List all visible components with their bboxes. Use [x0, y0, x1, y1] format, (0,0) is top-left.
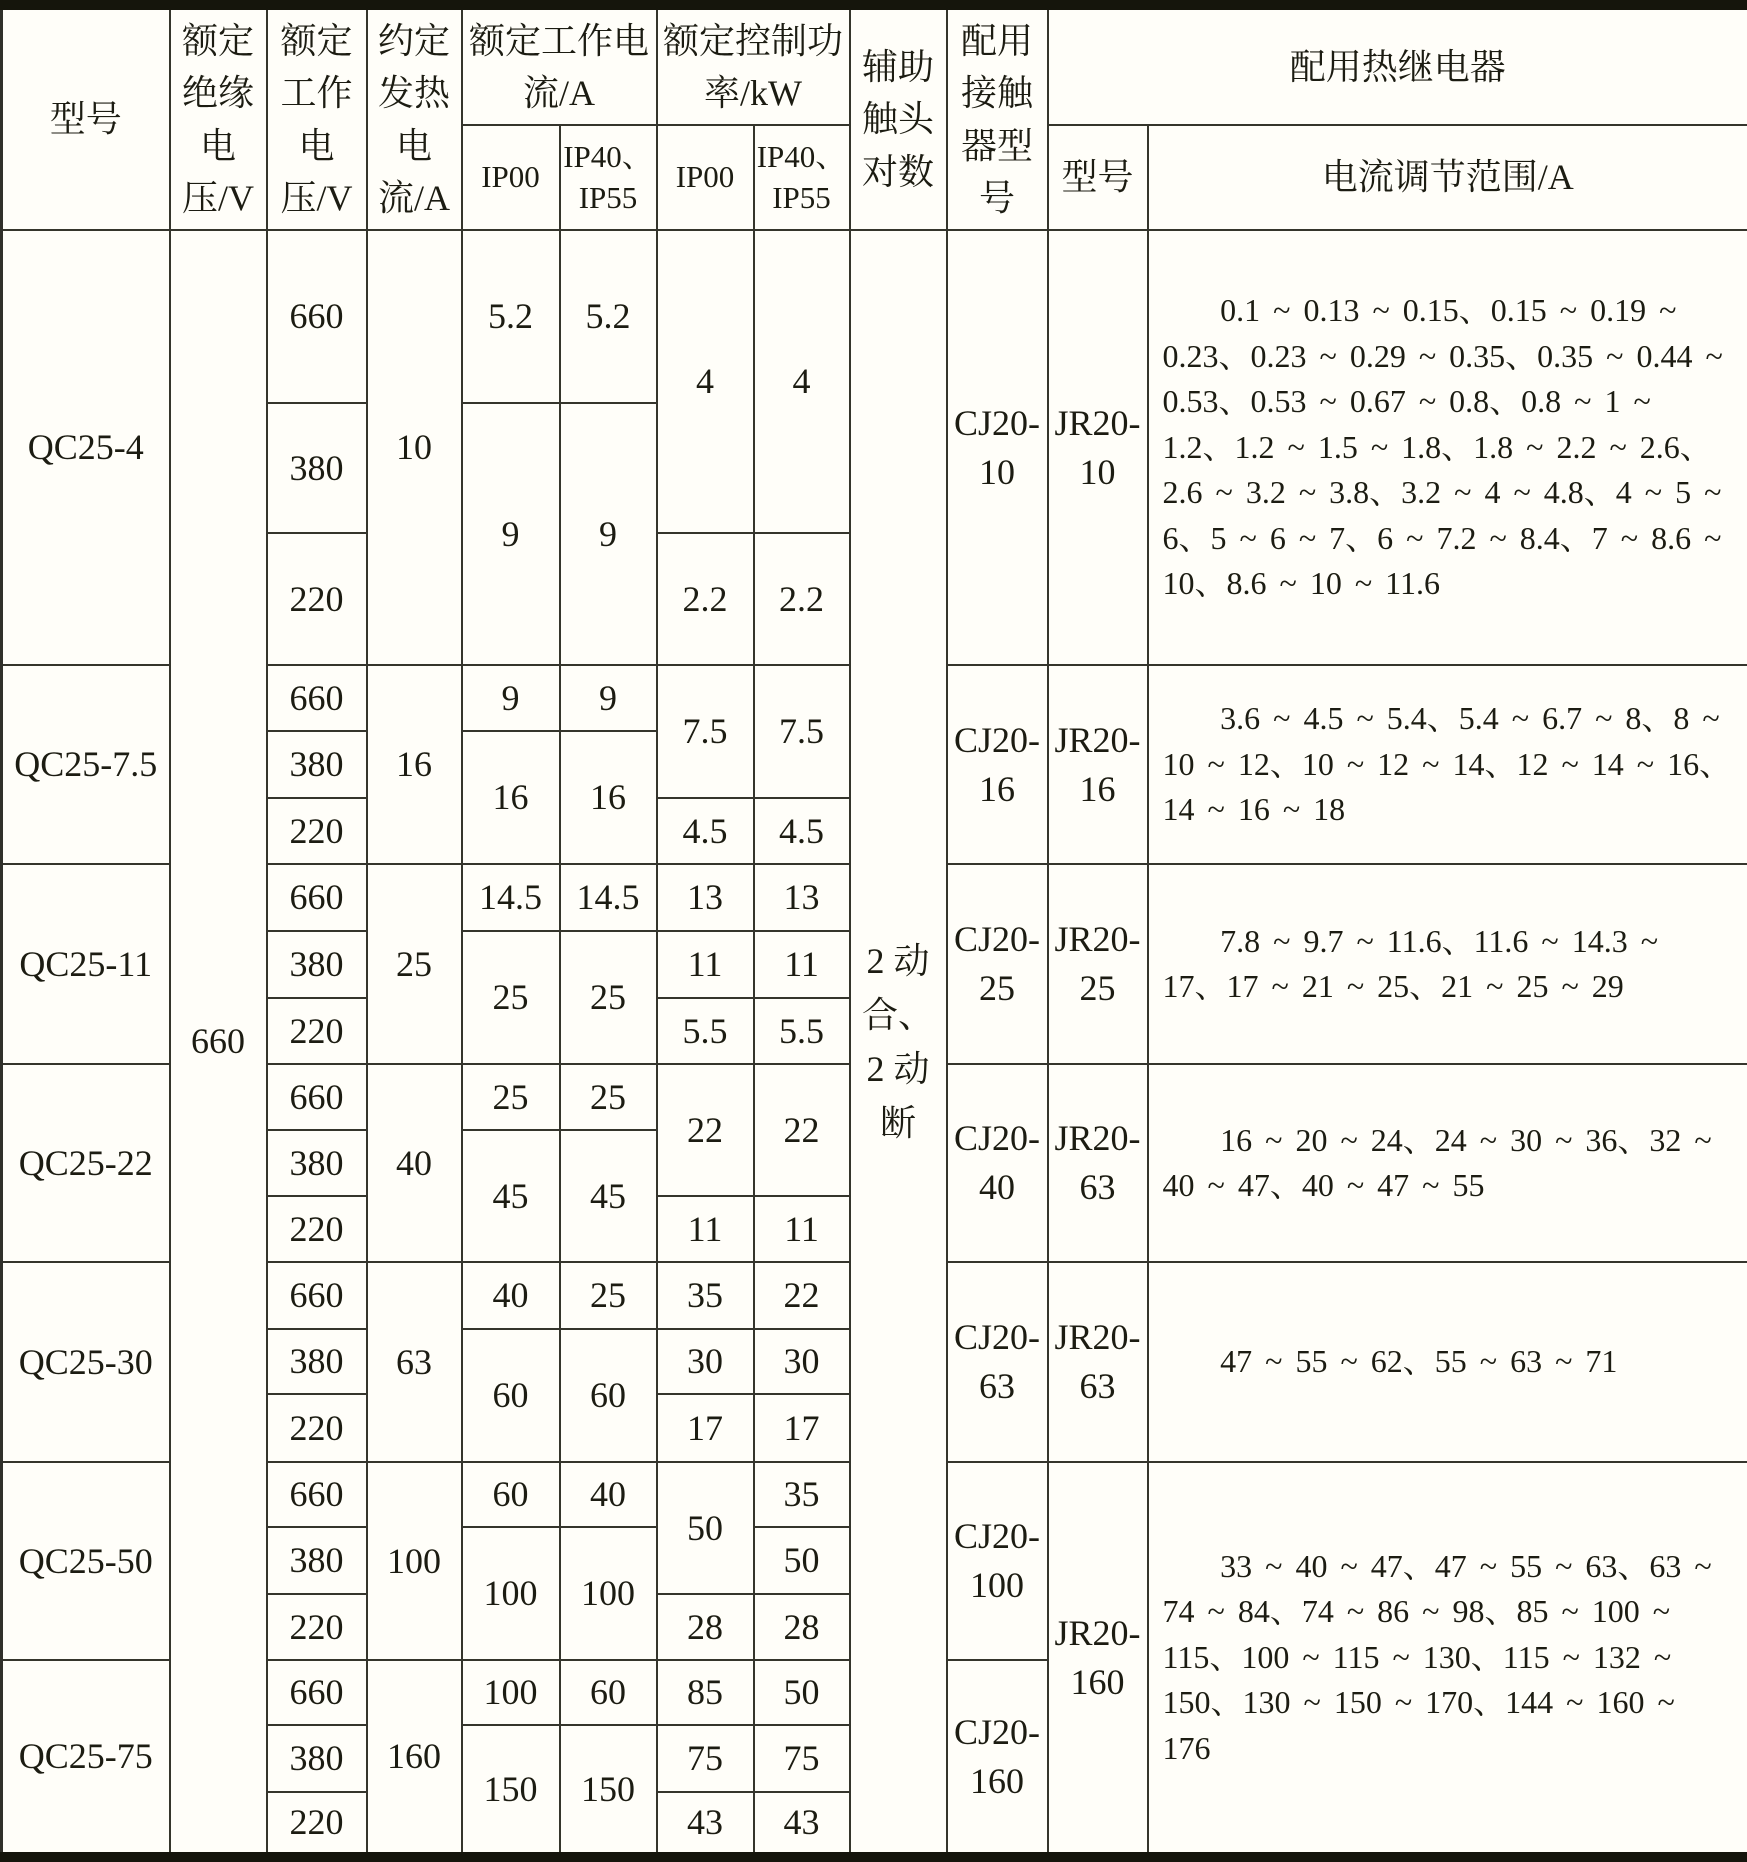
cell-heating-current: 10	[367, 230, 462, 665]
col-header-relay-model: 型号	[1048, 125, 1148, 230]
cell-relay: JR20-25	[1048, 864, 1148, 1064]
cell-working-current-ip40-ip55: 14.5	[560, 864, 657, 931]
cell-voltage: 220	[267, 1196, 367, 1262]
cell-control-power-ip40-ip55: 22	[754, 1262, 850, 1329]
cell-control-power-ip00: 17	[657, 1394, 754, 1462]
cell-working-current-ip00: 40	[462, 1262, 560, 1329]
cell-relay: JR20-10	[1048, 230, 1148, 665]
cell-voltage: 380	[267, 931, 367, 998]
col-header-working-current-ip40-ip55: IP40、IP55	[560, 125, 657, 230]
cell-working-current-ip00: 14.5	[462, 864, 560, 931]
cell-current-range: 47 ~ 55 ~ 62、55 ~ 63 ~ 71	[1148, 1262, 1747, 1462]
col-header-control-power-ip40-ip55: IP40、IP55	[754, 125, 850, 230]
cell-control-power-ip40-ip55: 30	[754, 1329, 850, 1394]
cell-current-range: 0.1 ~ 0.13 ~ 0.15、0.15 ~ 0.19 ~ 0.23、0.23 ~ 0.29 ~ 0.35、0.35 ~ 0.44 ~ 0.53、0.53 ~ 0.67 ~ 0.8、0.8 ~ 1 ~ 1.2、1.2 ~ 1.5 ~ 1.8、1.8 ~ 2.2 ~ 2.6、2.6 ~ 3.2 ~ 3.8、3.2 ~ 4 ~ 4.8、4 ~ 5 ~ 6、5 ~ 6 ~ 7、6 ~ 7.2 ~ 8.4、7 ~ 8.6 ~ 10、8.6 ~ 10 ~ 11.6	[1148, 230, 1747, 665]
cell-voltage: 660	[267, 1660, 367, 1725]
cell-control-power-ip00: 11	[657, 931, 754, 998]
cell-control-power-ip00: 35	[657, 1262, 754, 1329]
cell-voltage: 660	[267, 1462, 367, 1527]
cell-working-current-ip00: 60	[462, 1329, 560, 1462]
cell-control-power-ip40-ip55: 22	[754, 1064, 850, 1196]
cell-control-power-ip40-ip55: 2.2	[754, 533, 850, 665]
cell-model: QC25-30	[2, 1262, 170, 1462]
cell-contactor: CJ20-100	[947, 1462, 1048, 1660]
cell-working-current-ip00: 25	[462, 931, 560, 1064]
col-header-thermal-relay-group: 配用热继电器	[1048, 5, 1747, 125]
cell-control-power-ip40-ip55: 43	[754, 1792, 850, 1857]
cell-control-power-ip40-ip55: 17	[754, 1394, 850, 1462]
cell-contactor: CJ20-40	[947, 1064, 1048, 1262]
cell-control-power-ip00: 50	[657, 1462, 754, 1594]
cell-heating-current: 160	[367, 1660, 462, 1857]
cell-working-current-ip00: 100	[462, 1527, 560, 1660]
cell-control-power-ip40-ip55: 11	[754, 1196, 850, 1262]
cell-working-current-ip40-ip55: 100	[560, 1527, 657, 1660]
cell-control-power-ip40-ip55: 4	[754, 230, 850, 533]
cell-control-power-ip00: 5.5	[657, 998, 754, 1064]
cell-working-current-ip00: 60	[462, 1462, 560, 1527]
cell-voltage: 660	[267, 1262, 367, 1329]
col-header-insulation-voltage: 额定绝缘电压/V	[170, 5, 267, 230]
cell-contactor: CJ20-63	[947, 1262, 1048, 1462]
cell-model: QC25-7.5	[2, 665, 170, 864]
col-header-control-power-ip00: IP00	[657, 125, 754, 230]
cell-voltage: 380	[267, 403, 367, 533]
cell-relay: JR20-63	[1048, 1262, 1148, 1462]
cell-working-current-ip00: 45	[462, 1130, 560, 1262]
cell-control-power-ip40-ip55: 28	[754, 1594, 850, 1660]
cell-control-power-ip40-ip55: 50	[754, 1660, 850, 1725]
cell-control-power-ip00: 13	[657, 864, 754, 931]
cell-control-power-ip40-ip55: 50	[754, 1527, 850, 1594]
cell-control-power-ip00: 2.2	[657, 533, 754, 665]
col-header-control-power-group: 额定控制功率/kW	[657, 5, 850, 125]
cell-working-current-ip40-ip55: 9	[560, 665, 657, 731]
cell-working-current-ip00: 25	[462, 1064, 560, 1130]
cell-control-power-ip40-ip55: 35	[754, 1462, 850, 1527]
cell-working-current-ip40-ip55: 25	[560, 1064, 657, 1130]
cell-model: QC25-50	[2, 1462, 170, 1660]
cell-voltage: 220	[267, 1394, 367, 1462]
cell-model: QC25-4	[2, 230, 170, 665]
cell-working-current-ip40-ip55: 60	[560, 1329, 657, 1462]
cell-voltage: 220	[267, 533, 367, 665]
cell-control-power-ip40-ip55: 7.5	[754, 665, 850, 798]
cell-contactor: CJ20-25	[947, 864, 1048, 1064]
cell-control-power-ip00: 30	[657, 1329, 754, 1394]
cell-voltage: 660	[267, 1064, 367, 1130]
col-header-current-range: 电流调节范围/A	[1148, 125, 1747, 230]
header-row-1	[2, 5, 1747, 125]
col-header-heating-current: 约定发热电流/A	[367, 5, 462, 230]
cell-voltage: 220	[267, 1594, 367, 1660]
cell-working-current-ip00: 9	[462, 403, 560, 665]
cell-working-current-ip40-ip55: 40	[560, 1462, 657, 1527]
cell-working-current-ip40-ip55: 16	[560, 731, 657, 864]
cell-current-range: 7.8 ~ 9.7 ~ 11.6、11.6 ~ 14.3 ~ 17、17 ~ 21 ~ 25、21 ~ 25 ~ 29	[1148, 864, 1747, 1064]
table-row	[2, 230, 1747, 403]
col-header-working-voltage: 额定工作电压/V	[267, 5, 367, 230]
cell-working-current-ip40-ip55: 45	[560, 1130, 657, 1262]
cell-working-current-ip40-ip55: 25	[560, 1262, 657, 1329]
cell-current-range: 33 ~ 40 ~ 47、47 ~ 55 ~ 63、63 ~ 74 ~ 84、74 ~ 86 ~ 98、85 ~ 100 ~ 115、100 ~ 115 ~ 130、115 ~ 132 ~ 150、130 ~ 150 ~ 170、144 ~ 160 ~ 176	[1148, 1462, 1747, 1857]
cell-working-current-ip40-ip55: 5.2	[560, 230, 657, 403]
cell-contactor: CJ20-10	[947, 230, 1048, 665]
cell-working-current-ip00: 9	[462, 665, 560, 731]
cell-heating-current: 16	[367, 665, 462, 864]
cell-working-current-ip40-ip55: 9	[560, 403, 657, 665]
cell-control-power-ip40-ip55: 11	[754, 931, 850, 998]
cell-working-current-ip00: 100	[462, 1660, 560, 1725]
cell-model: QC25-22	[2, 1064, 170, 1262]
cell-working-current-ip00: 16	[462, 731, 560, 864]
col-header-model: 型号	[2, 5, 170, 230]
cell-heating-current: 40	[367, 1064, 462, 1262]
cell-relay: JR20-16	[1048, 665, 1148, 864]
cell-working-current-ip40-ip55: 60	[560, 1660, 657, 1725]
cell-voltage: 660	[267, 864, 367, 931]
cell-control-power-ip40-ip55: 5.5	[754, 998, 850, 1064]
cell-insulation-voltage: 660	[170, 230, 267, 1857]
cell-voltage: 380	[267, 1130, 367, 1196]
cell-working-current-ip00: 5.2	[462, 230, 560, 403]
cell-control-power-ip00: 43	[657, 1792, 754, 1857]
col-header-contactor-model: 配用接触器型号	[947, 5, 1048, 230]
cell-model: QC25-75	[2, 1660, 170, 1857]
cell-current-range: 3.6 ~ 4.5 ~ 5.4、5.4 ~ 6.7 ~ 8、8 ~ 10 ~ 12、10 ~ 12 ~ 14、12 ~ 14 ~ 16、14 ~ 16 ~ 18	[1148, 665, 1747, 864]
cell-contactor: CJ20-16	[947, 665, 1048, 864]
col-header-aux-contacts: 辅助触头对数	[850, 5, 947, 230]
cell-relay: JR20-63	[1048, 1064, 1148, 1262]
cell-working-current-ip40-ip55: 25	[560, 931, 657, 1064]
cell-control-power-ip00: 28	[657, 1594, 754, 1660]
cell-control-power-ip00: 4.5	[657, 798, 754, 864]
cell-working-current-ip40-ip55: 150	[560, 1725, 657, 1857]
col-header-working-current-group: 额定工作电流/A	[462, 5, 657, 125]
cell-voltage: 380	[267, 1527, 367, 1594]
cell-control-power-ip40-ip55: 4.5	[754, 798, 850, 864]
cell-voltage: 220	[267, 998, 367, 1064]
cell-model: QC25-11	[2, 864, 170, 1064]
col-header-working-current-ip00: IP00	[462, 125, 560, 230]
cell-current-range: 16 ~ 20 ~ 24、24 ~ 30 ~ 36、32 ~ 40 ~ 47、40 ~ 47 ~ 55	[1148, 1064, 1747, 1262]
cell-heating-current: 63	[367, 1262, 462, 1462]
cell-control-power-ip00: 4	[657, 230, 754, 533]
cell-control-power-ip00: 7.5	[657, 665, 754, 798]
cell-control-power-ip00: 22	[657, 1064, 754, 1196]
cell-relay: JR20-160	[1048, 1462, 1148, 1857]
cell-voltage: 380	[267, 1725, 367, 1792]
cell-control-power-ip00: 85	[657, 1660, 754, 1725]
cell-contactor: CJ20-160	[947, 1660, 1048, 1857]
cell-aux-contacts: 2 动合、2 动断	[850, 230, 947, 1857]
cell-control-power-ip00: 75	[657, 1725, 754, 1792]
cell-control-power-ip00: 11	[657, 1196, 754, 1262]
cell-control-power-ip40-ip55: 75	[754, 1725, 850, 1792]
cell-control-power-ip40-ip55: 13	[754, 864, 850, 931]
cell-voltage: 380	[267, 1329, 367, 1394]
cell-voltage: 380	[267, 731, 367, 798]
cell-voltage: 660	[267, 230, 367, 403]
cell-voltage: 220	[267, 798, 367, 864]
cell-working-current-ip00: 150	[462, 1725, 560, 1857]
cell-voltage: 660	[267, 665, 367, 731]
cell-heating-current: 100	[367, 1462, 462, 1660]
cell-voltage: 220	[267, 1792, 367, 1857]
cell-heating-current: 25	[367, 864, 462, 1064]
